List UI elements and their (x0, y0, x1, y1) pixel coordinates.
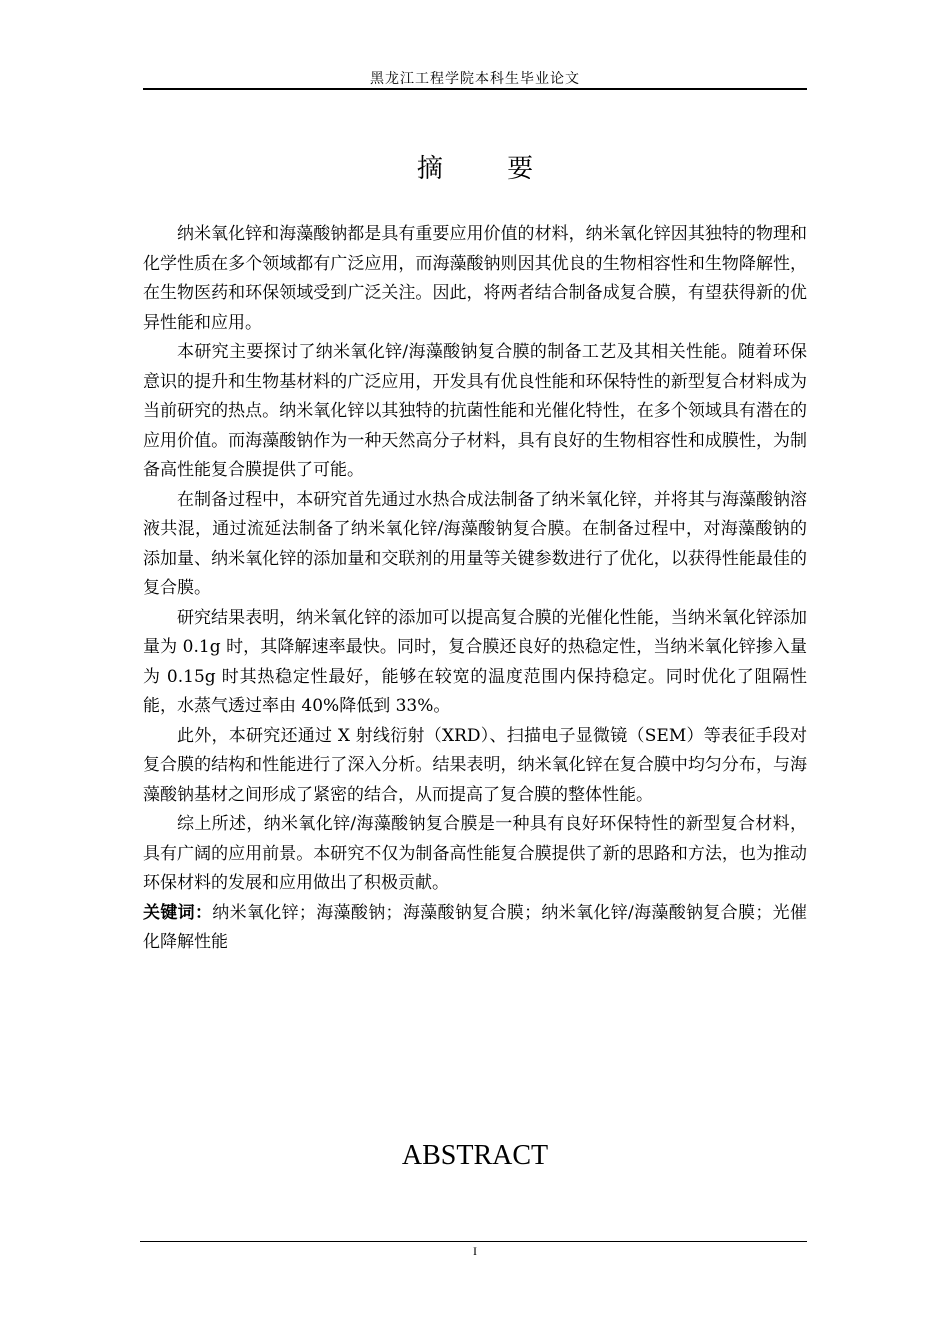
abstract-paragraph-4: 研究结果表明，纳米氧化锌的添加可以提高复合膜的光催化性能，当纳米氧化锌添加量为 0.1g 时，其降解速率最快。同时，复合膜还良好的热稳定性，当纳米氧化锌掺入量为 0.15g 时其热稳定性最好，能够在较宽的温度范围内保持稳定。同时优化了阻隔性能，水蒸气透过率由 40%降低到 33%。 (143, 607, 807, 716)
header-rule (143, 88, 807, 90)
running-header: 黑龙江工程学院本科生毕业论文 (370, 71, 580, 87)
abstract-en-title: ABSTRACT (401, 1140, 549, 1171)
abstract-cn-title: 摘 要 (416, 154, 562, 184)
keywords-line (143, 899, 807, 958)
abstract-paragraph-5: 此外，本研究还通过 X 射线衍射（XRD）、扫描电子显微镜（SEM）等表征手段对复合膜的结构和性能进行了深入分析。结果表明，纳米氧化锌在复合膜中均匀分布，与海藻酸钠基材之间形成了紧密的结合，从而提高了复合膜的整体性能。 (143, 725, 807, 805)
abstract-paragraph-3: 在制备过程中，本研究首先通过水热合成法制备了纳米氧化锌，并将其与海藻酸钠溶液共混，通过流延法制备了纳米氧化锌/海藻酸钠复合膜。在制备过程中，对海藻酸钠的添加量、纳米氧化锌的添加量和交联剂的用量等关键参数进行了优化，以获得性能最佳的复合膜。 (143, 489, 807, 598)
abstract-paragraph-6: 综上所述，纳米氧化锌/海藻酸钠复合膜是一种具有良好环保特性的新型复合材料，具有广阔的应用前景。本研究不仅为制备高性能复合膜提供了新的思路和方法，也为推动环保材料的发展和应用做出了积极贡献。 (143, 814, 807, 893)
abstract-paragraph-1: 纳米氧化锌和海藻酸钠都是具有重要应用价值的材料，纳米氧化锌因其独特的物理和化学性质在多个领域都有广泛应用，而海藻酸钠则因其优良的生物相容性和生物降解性，在生物医药和环保领域受到广泛关注。因此，将两者结合制备成复合膜，有望获得新的优异性能和应用。 (143, 224, 807, 333)
page-number: I (473, 1244, 477, 1258)
abstract-cn-body (143, 220, 807, 958)
keywords-text: 纳米氧化锌；海藻酸钠；海藻酸钠复合膜；纳米氧化锌/海藻酸钠复合膜；光催化降解性能 (143, 902, 807, 952)
abstract-paragraph-2: 本研究主要探讨了纳米氧化锌/海藻酸钠复合膜的制备工艺及其相关性能。随着环保意识的提升和生物基材料的广泛应用，开发具有优良性能和环保特性的新型复合材料成为当前研究的热点。纳米氧化锌以其独特的抗菌性能和光催化特性，在多个领域具有潜在的应用价值。而海藻酸钠作为一种天然高分子材料，具有良好的生物相容性和成膜性，为制备高性能复合膜提供了可能。 (143, 342, 807, 480)
footer-rule (140, 1241, 807, 1242)
keywords-label: 关键词： (143, 902, 213, 923)
